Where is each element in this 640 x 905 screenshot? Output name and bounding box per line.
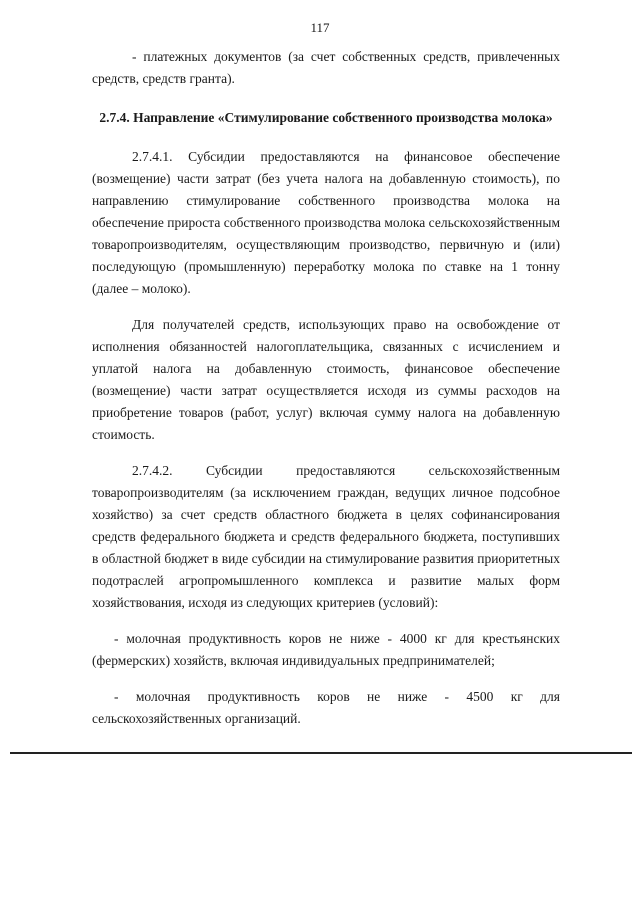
intro-line: - платежных документов (за счет собственных средств, привлеченных средств, средств гранта). [92,49,560,86]
paragraph-vat-exempt: Для получателей средств, использующих право на освобождение от исполнения обязанностей налогоплательщика, связанных с исчислением и уплатой налога на добавленную стоимость, финансовое обеспечение (возмещение) части затрат осуществляется исходя из суммы расходов на приобретение товаров (работ, услуг) включая сумму налога на добавленную стоимость. [92,317,560,442]
paragraph-2-7-4-1: 2.7.4.1. Субсидии предоставляются на финансовое обеспечение (возмещение) части затрат (без учета налога на добавленную стоимость), по направлению стимулирование собственного производства молока на обеспечение прироста собственного производства молока сельскохозяйственным товаропроизводителям, осуществляющим производство, первичную и (или) последующую (промышленную) переработку молока по ставке на 1 тонну (далее – молоко). [92,149,560,296]
page-bottom-rule [10,752,632,754]
criterion-organizations: - молочная продуктивность коров не ниже - 4500 кг для сельскохозяйственных организаций. [92,689,560,726]
page-number: 117 [310,20,330,35]
criterion-farms: - молочная продуктивность коров не ниже - 4000 кг для крестьянских (фермерских) хозяйств, включая индивидуальных предпринимателей; [92,631,560,668]
section-heading: 2.7.4. Направление «Стимулирование собственного производства молока» [99,110,553,125]
document-body [92,46,560,730]
paragraph-2-7-4-2: 2.7.4.2. Субсидии предоставляются сельскохозяйственным товаропроизводителям (за исключением граждан, ведущих личное подсобное хозяйство) за счет средств областного бюджета в целях софинансирования средств федерального бюджета и средств федерального бюджета, поступивших в областной бюджет в виде субсидии на стимулирование развития приоритетных подотраслей агропромышленного комплекса и развитие малых форм хозяйствования, исходя из следующих критериев (условий): [92,463,560,610]
